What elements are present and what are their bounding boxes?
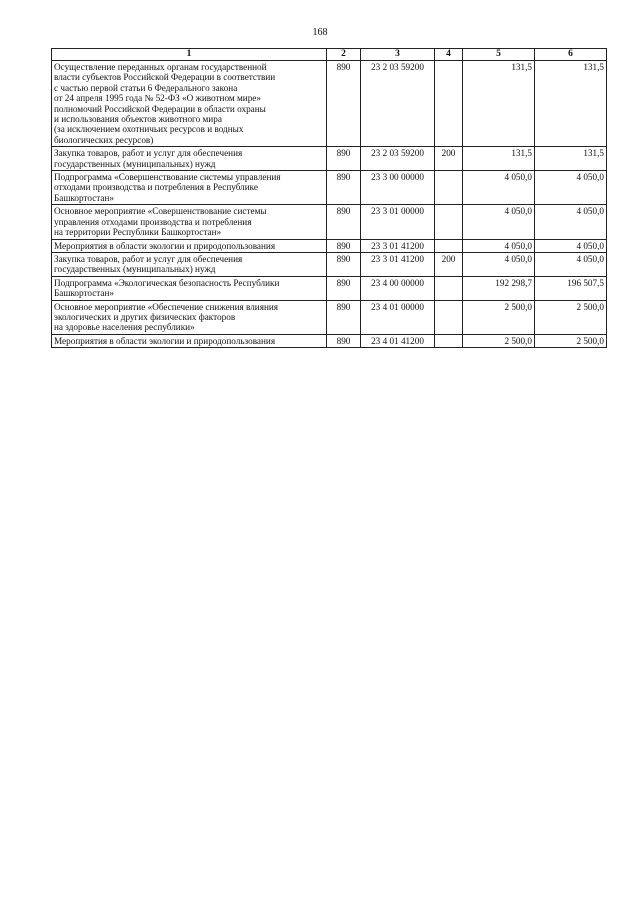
row-name-line: государственных (муниципальных) нужд: [54, 158, 216, 169]
row-amount-col6: 131,5: [535, 61, 607, 147]
table-header-row: [52, 49, 607, 61]
row-name-line: от 24 апреля 1995 года № 52-ФЗ «О животном мире»: [54, 93, 261, 104]
table-row: [52, 147, 607, 171]
row-amount-col5: 4 050,0: [463, 252, 535, 276]
row-ministry-code: 890: [327, 171, 361, 205]
row-name-cell: [52, 147, 327, 171]
row-name-line: на здоровье населения республики»: [54, 322, 195, 333]
row-name-line: Мероприятия в области экологии и природопользования: [54, 240, 276, 251]
budget-table: [51, 48, 607, 348]
row-amount-col5: 4 050,0: [463, 239, 535, 252]
row-name-line: Подпрограмма «Совершенствование системы управления: [54, 172, 281, 183]
row-amount-col6: 196 507,5: [535, 276, 607, 300]
row-expense-type: [435, 171, 463, 205]
table-row: [52, 61, 607, 147]
row-amount-col6: 2 500,0: [535, 300, 607, 334]
row-target-code: 23 4 00 00000: [361, 276, 435, 300]
row-ministry-code: 890: [327, 61, 361, 147]
row-name-cell: [52, 171, 327, 205]
row-target-code: 23 4 01 41200: [361, 334, 435, 347]
header-col-3: 3: [361, 49, 435, 61]
table-body: [52, 61, 607, 348]
row-amount-col5: 2 500,0: [463, 334, 535, 347]
row-name-line: Закупка товаров, работ и услуг для обеспечения: [54, 253, 243, 264]
row-expense-type: [435, 205, 463, 239]
row-name-line: государственных (муниципальных) нужд: [54, 264, 216, 275]
row-amount-col5: 4 050,0: [463, 171, 535, 205]
row-amount-col5: 2 500,0: [463, 300, 535, 334]
row-name-line: управления отходами производства и потребления: [54, 216, 252, 227]
row-expense-type: [435, 300, 463, 334]
row-target-code: 23 3 01 41200: [361, 252, 435, 276]
row-name-line: Основное мероприятие «Обеспечение снижения влияния: [54, 301, 279, 312]
row-expense-type: [435, 239, 463, 252]
row-amount-col6: 4 050,0: [535, 171, 607, 205]
row-name-line: Башкортостан»: [54, 192, 115, 203]
row-name-line: полномочий Российской Федерации в области охраны: [54, 103, 266, 114]
row-amount-col6: 4 050,0: [535, 252, 607, 276]
row-name-line: Основное мероприятие «Совершенствование системы: [54, 206, 267, 217]
row-target-code: 23 3 01 41200: [361, 239, 435, 252]
row-name-cell: [52, 205, 327, 239]
row-expense-type: [435, 276, 463, 300]
row-name-cell: [52, 276, 327, 300]
row-amount-col5: 131,5: [463, 147, 535, 171]
row-amount-col6: 2 500,0: [535, 334, 607, 347]
table-row: [52, 276, 607, 300]
header-col-4: 4: [435, 49, 463, 61]
row-target-code: 23 3 01 00000: [361, 205, 435, 239]
row-name-line: экологических и других физических факторов: [54, 311, 236, 322]
row-name-line: отходами производства и потребления в Республике: [54, 182, 258, 193]
row-target-code: 23 2 03 59200: [361, 61, 435, 147]
row-name-line: Закупка товаров, работ и услуг для обеспечения: [54, 148, 243, 159]
row-target-code: 23 2 03 59200: [361, 147, 435, 171]
row-name-cell: [52, 239, 327, 252]
header-col-6: 6: [535, 49, 607, 61]
table-row: [52, 334, 607, 347]
row-name-line: (за исключением охотничьих ресурсов и водных: [54, 124, 244, 135]
row-expense-type: 200: [435, 252, 463, 276]
row-ministry-code: 890: [327, 334, 361, 347]
row-target-code: 23 3 00 00000: [361, 171, 435, 205]
row-expense-type: 200: [435, 147, 463, 171]
row-name-line: Подпрограмма «Экологическая безопасность Республики: [54, 277, 280, 288]
row-amount-col5: 131,5: [463, 61, 535, 147]
header-col-2: 2: [327, 49, 361, 61]
row-expense-type: [435, 334, 463, 347]
row-name-line: биологических ресурсов): [54, 134, 154, 145]
table-row: [52, 239, 607, 252]
row-amount-col6: 131,5: [535, 147, 607, 171]
table-row: [52, 205, 607, 239]
row-amount-col6: 4 050,0: [535, 239, 607, 252]
row-amount-col6: 4 050,0: [535, 205, 607, 239]
table-row: [52, 171, 607, 205]
row-name-cell: [52, 61, 327, 147]
row-ministry-code: 890: [327, 147, 361, 171]
row-amount-col5: 4 050,0: [463, 205, 535, 239]
table-row: [52, 300, 607, 334]
header-col-5: 5: [463, 49, 535, 61]
row-ministry-code: 890: [327, 205, 361, 239]
row-target-code: 23 4 01 00000: [361, 300, 435, 334]
row-name-line: с частью первой статьи 6 Федерального закона: [54, 82, 238, 93]
row-ministry-code: 890: [327, 300, 361, 334]
row-name-line: на территории Республики Башкортостан»: [54, 227, 222, 238]
row-name-line: Осуществление переданных органам государственной: [54, 62, 267, 72]
header-col-1: 1: [52, 49, 327, 61]
row-name-cell: [52, 300, 327, 334]
row-name-line: власти субъектов Российской Федерации в соответствии: [54, 72, 276, 83]
page-number: 168: [312, 27, 328, 38]
row-ministry-code: 890: [327, 239, 361, 252]
row-name-cell: [52, 334, 327, 347]
row-name-line: Мероприятия в области экологии и природопользования: [54, 335, 276, 346]
table-row: [52, 252, 607, 276]
row-name-line: и использования объектов животного мира: [54, 114, 222, 125]
row-expense-type: [435, 61, 463, 147]
row-name-line: Башкортостан»: [54, 288, 115, 299]
row-ministry-code: 890: [327, 252, 361, 276]
row-name-cell: [52, 252, 327, 276]
row-ministry-code: 890: [327, 276, 361, 300]
row-amount-col5: 192 298,7: [463, 276, 535, 300]
